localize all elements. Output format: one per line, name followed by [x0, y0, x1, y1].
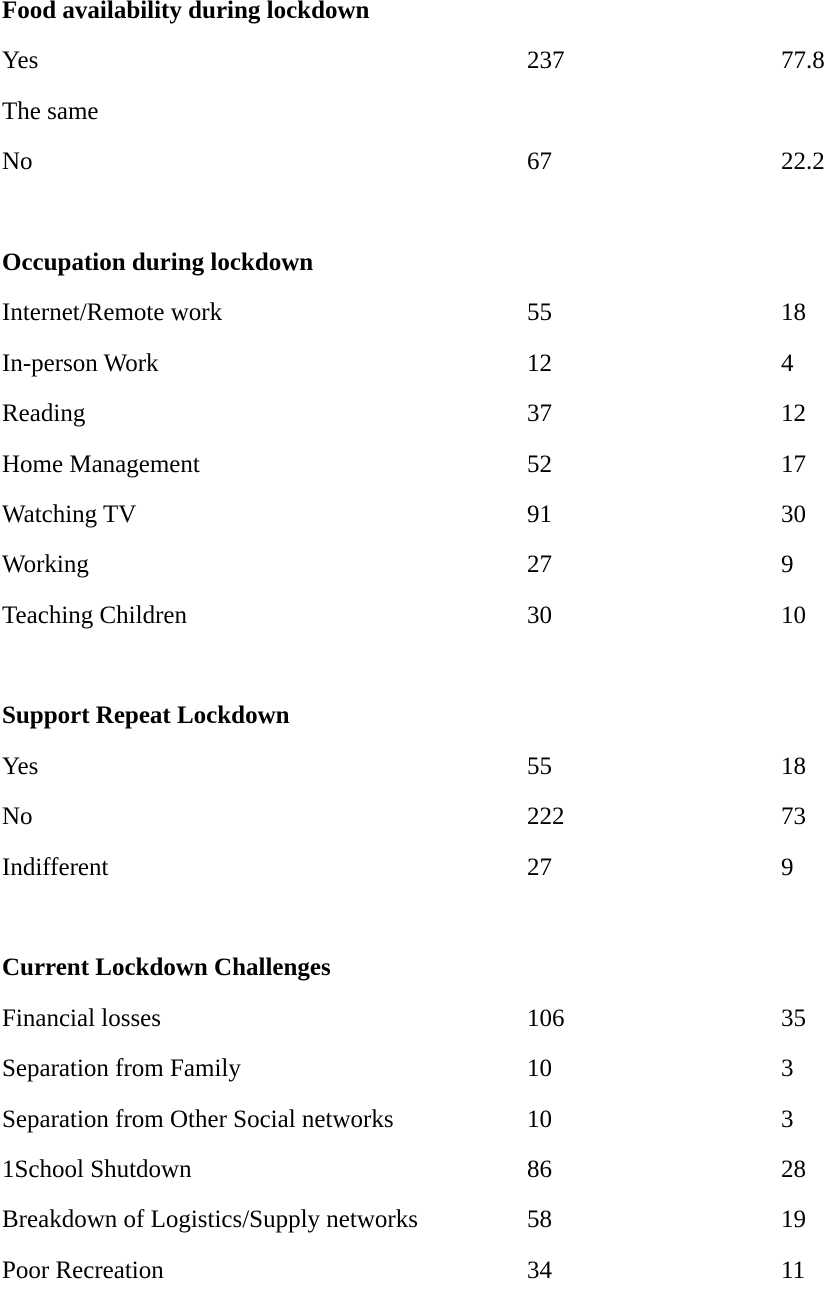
row-percent: 3 [781, 1105, 794, 1133]
row-label: Internet/Remote work [2, 299, 223, 327]
table-row [2, 344, 828, 394]
table-row [2, 545, 828, 595]
row-count: 30 [527, 601, 552, 629]
row-label: In-person Work [2, 349, 159, 377]
row-count: 10 [527, 1105, 552, 1133]
row-count: 106 [527, 1004, 565, 1032]
table-row [2, 495, 828, 545]
row-count: 67 [527, 148, 552, 176]
table-row [2, 1100, 828, 1150]
table-row [2, 394, 828, 444]
row-count: 37 [527, 400, 552, 428]
table-row [2, 797, 828, 847]
section-title: Current Lockdown Challenges [2, 954, 331, 982]
row-label: Teaching Children [2, 601, 187, 629]
row-percent: 18 [781, 752, 806, 780]
row-label: Yes [2, 752, 39, 780]
section-heading [2, 696, 828, 746]
table-row [2, 1150, 828, 1200]
row-count: 91 [527, 500, 552, 528]
row-percent: 77.8 [781, 47, 825, 75]
row-percent: 10 [781, 601, 806, 629]
row-label: 1School Shutdown [2, 1155, 192, 1183]
table-row [2, 1251, 828, 1301]
data-table [2, 0, 828, 1301]
section-title: Support Repeat Lockdown [2, 702, 290, 730]
row-label: Home Management [2, 450, 200, 478]
table-row [2, 1200, 828, 1250]
section-spacer [2, 193, 828, 243]
row-percent: 73 [781, 803, 806, 831]
row-percent: 17 [781, 450, 806, 478]
row-percent: 19 [781, 1206, 806, 1234]
row-count: 222 [527, 803, 565, 831]
row-label: Watching TV [2, 500, 137, 528]
row-label: Separation from Family [2, 1055, 241, 1083]
table-row [2, 596, 828, 646]
table-row [2, 848, 828, 898]
section-heading [2, 0, 828, 41]
row-percent: 9 [781, 853, 794, 881]
table-row [2, 999, 828, 1049]
table-row [2, 41, 828, 91]
row-label: The same [2, 97, 99, 125]
table-row [2, 92, 828, 142]
row-label: Breakdown of Logistics/Supply networks [2, 1206, 418, 1234]
section-spacer [2, 646, 828, 696]
row-count: 55 [527, 752, 552, 780]
row-count: 10 [527, 1055, 552, 1083]
row-percent: 11 [781, 1256, 806, 1284]
row-percent: 3 [781, 1055, 794, 1083]
row-label: No [2, 803, 33, 831]
row-count: 12 [527, 349, 552, 377]
section-title: Occupation during lockdown [2, 248, 314, 276]
row-label: Yes [2, 47, 39, 75]
row-percent: 4 [781, 349, 794, 377]
table-row [2, 293, 828, 343]
row-percent: 9 [781, 551, 794, 579]
table-row [2, 142, 828, 192]
row-label: Reading [2, 400, 86, 428]
row-count: 52 [527, 450, 552, 478]
row-percent: 30 [781, 500, 806, 528]
row-count: 27 [527, 853, 552, 881]
row-percent: 12 [781, 400, 806, 428]
row-label: Working [2, 551, 89, 579]
row-count: 237 [527, 47, 565, 75]
row-percent: 28 [781, 1155, 806, 1183]
section-title: Food availability during lockdown [2, 0, 370, 24]
table-row [2, 747, 828, 797]
section-heading [2, 243, 828, 293]
row-count: 86 [527, 1155, 552, 1183]
row-percent: 18 [781, 299, 806, 327]
row-label: No [2, 148, 33, 176]
row-count: 27 [527, 551, 552, 579]
row-label: Poor Recreation [2, 1256, 164, 1284]
row-count: 58 [527, 1206, 552, 1234]
row-count: 34 [527, 1256, 552, 1284]
section-spacer [2, 898, 828, 948]
table-row [2, 1049, 828, 1099]
row-percent: 22.2 [781, 148, 825, 176]
section-heading [2, 948, 828, 998]
row-label: Separation from Other Social networks [2, 1105, 394, 1133]
row-count: 55 [527, 299, 552, 327]
row-label: Financial losses [2, 1004, 162, 1032]
row-percent: 35 [781, 1004, 806, 1032]
table-row [2, 445, 828, 495]
row-label: Indifferent [2, 853, 109, 881]
